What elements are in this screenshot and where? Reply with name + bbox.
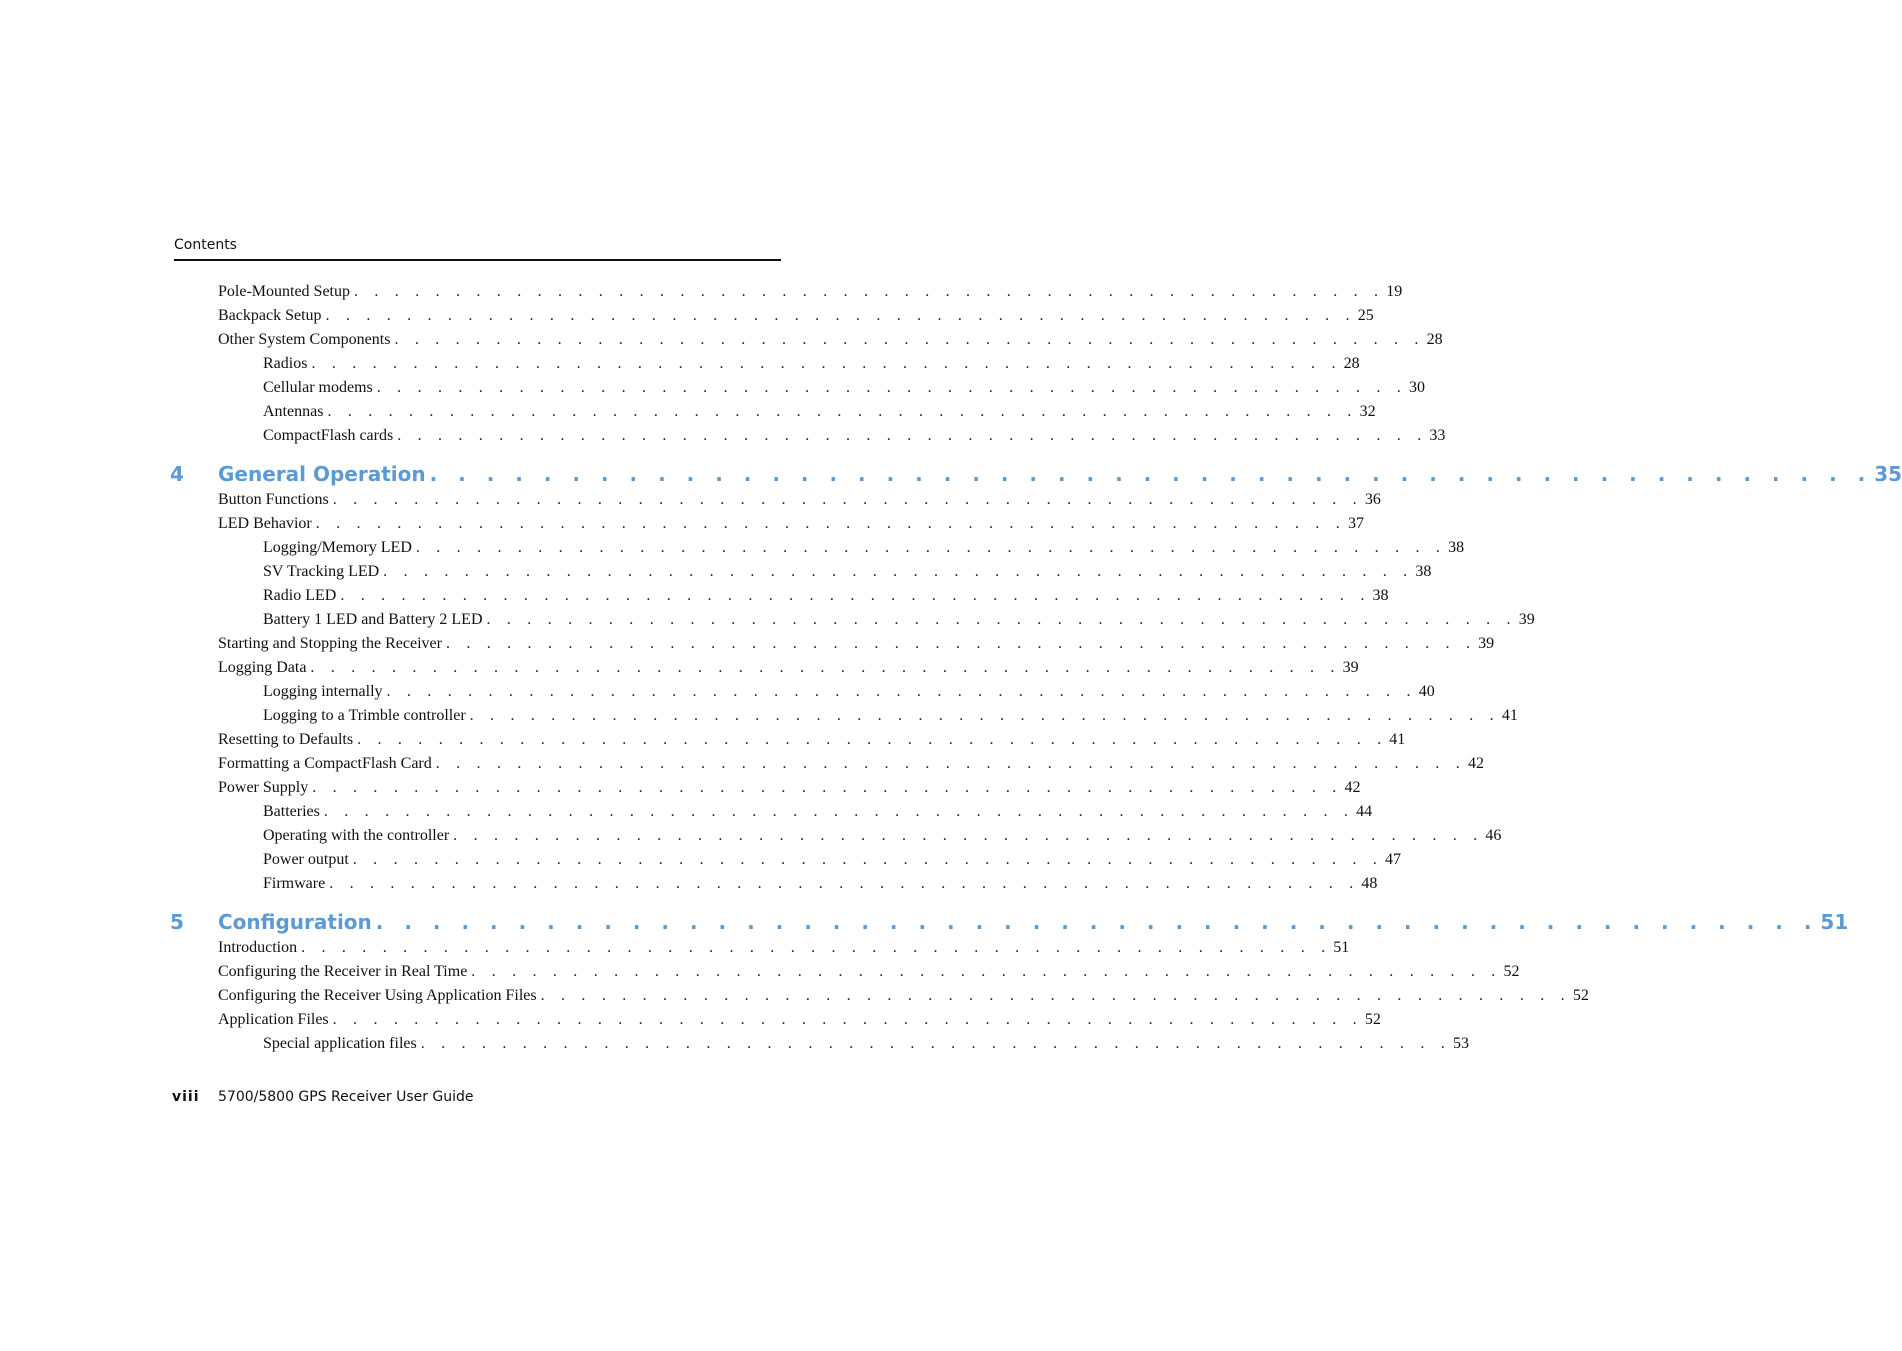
dot-leader: . . . . . . . . . . . . . . . . . . . . . . . . . . . . . . . . . . . . . . . . . . . . . . . . . . .: [376, 379, 1407, 396]
dot-leader: . . . . . . . . . . . . . . . . . . . . . . . . . . . . . . . . . . . . . . . . . . . . . . . . . . .: [540, 987, 1571, 1004]
dot-leader: . . . . . . . . . . . . . . . . . . . . . . . . . . . . . . . . . . . . . . . . . . . . . . . . . . .: [397, 427, 1428, 444]
entry-page-number: 38: [1372, 587, 1389, 604]
entry-page-number: 48: [1361, 875, 1378, 892]
entry-title: Introduction: [218, 939, 301, 957]
entry-title: Pole-Mounted Setup: [218, 283, 354, 301]
entry-page-number: 41: [1389, 731, 1406, 748]
entry-page-number: 47: [1384, 851, 1401, 868]
dot-leader: . . . . . . . . . . . . . . . . . . . . . . . . . . . . . . . . . . . . . . . . . . . . . . . . . . .: [315, 515, 1346, 532]
entry-title: Antennas: [263, 403, 327, 421]
toc-section-entry[interactable]: [218, 755, 1484, 773]
dot-leader: . . . . . . . . . . . . . . . . . . . . . . . . . . . . . . . . . . . . . . . . . . . . . . . . . . .: [352, 851, 1383, 868]
entry-title: Special application files: [263, 1035, 421, 1053]
toc-subsection-entry[interactable]: [263, 683, 1435, 701]
entry-title: Logging/Memory LED: [263, 539, 416, 557]
entry-page-number: 40: [1418, 683, 1435, 700]
entry-title: Starting and Stopping the Receiver: [218, 635, 446, 653]
toc-section-entry[interactable]: [218, 515, 1364, 533]
chapter-title: General Operation: [218, 462, 426, 486]
toc-subsection-entry[interactable]: [263, 563, 1432, 581]
entry-title: Logging internally: [263, 683, 387, 701]
dot-leader: . . . . . . . . . . . . . . . . . . . . . . . . . . . . . . . . . . . . . . . . . . . . . . . . . . .: [386, 683, 1417, 700]
dot-leader: . . . . . . . . . . . . . . . . . . . . . . . . . . . . . . . . . . . . . . . . . . . . . . . . . . .: [301, 939, 1332, 956]
entry-page-number: 51: [1820, 910, 1849, 934]
toc-section-entry[interactable]: [218, 491, 1381, 509]
dot-leader: . . . . . . . . . . . . . . . . . . . . . . . . . . . . . . . . . . . . . . . . . . . . . . . . . . .: [394, 331, 1425, 348]
entry-title: Logging to a Trimble controller: [263, 707, 470, 725]
toc-chapter-entry[interactable]: [170, 462, 1902, 486]
entry-page-number: 28: [1343, 355, 1360, 372]
toc-section-entry[interactable]: [218, 779, 1361, 797]
entry-page-number: 37: [1347, 515, 1364, 532]
dot-leader: . . . . . . . . . . . . . . . . . . . . . . . . . . . . . . . . . . . . . . . . . . . . . . . . . . .: [332, 491, 1363, 508]
entry-title: LED Behavior: [218, 515, 316, 533]
chapter-number: 5: [170, 910, 184, 934]
toc-subsection-entry[interactable]: [263, 539, 1465, 557]
entry-page-number: 35: [1874, 462, 1902, 486]
toc-subsection-entry[interactable]: [263, 827, 1502, 845]
dot-leader: . . . . . . . . . . . . . . . . . . . . . . . . . . . . . . . . . . . . . . . . . . . . . . . . . . .: [435, 755, 1466, 772]
entry-title: Batteries: [263, 803, 324, 821]
entry-title: Radios: [263, 355, 311, 373]
toc-subsection-entry[interactable]: [263, 379, 1425, 397]
entry-page-number: 46: [1485, 827, 1502, 844]
entry-page-number: 28: [1426, 331, 1443, 348]
entry-page-number: 42: [1344, 779, 1361, 796]
entry-title: Resetting to Defaults: [218, 731, 357, 749]
dot-leader: . . . . . . . . . . . . . . . . . . . . . . . . . . . . . . . . . . . . . . . . . . . . . . . . . . .: [329, 875, 1360, 892]
entry-title: Firmware: [263, 875, 329, 893]
toc-chapter-entry[interactable]: [170, 910, 1849, 934]
dot-leader: . . . . . . . . . . . . . . . . . . . . . . . . . . . . . . . . . . . . . . . . . . . . . . . . . . .: [445, 635, 1477, 652]
toc-subsection-entry[interactable]: [263, 587, 1389, 605]
book-title: 5700/5800 GPS Receiver User Guide: [218, 1089, 474, 1105]
toc-section-entry[interactable]: [218, 1011, 1381, 1029]
dot-leader: . . . . . . . . . . . . . . . . . . . . . . . . . . . . . . . . . . . . . . . . . . . . . . . . . . .: [357, 731, 1388, 748]
entry-page-number: 39: [1478, 635, 1495, 652]
folio-page-number: viii: [172, 1089, 200, 1105]
entry-page-number: 44: [1356, 803, 1373, 820]
entry-title: Formatting a CompactFlash Card: [218, 755, 436, 773]
entry-title: Operating with the controller: [263, 827, 453, 845]
running-head: Contents: [174, 237, 237, 253]
chapter-title: Configuration: [218, 910, 372, 934]
toc-subsection-entry[interactable]: [263, 1035, 1469, 1053]
entry-page-number: 19: [1386, 283, 1403, 300]
toc-section-entry[interactable]: [218, 939, 1350, 957]
entry-title: Application Files: [218, 1011, 333, 1029]
dot-leader: . . . . . . . . . . . . . . . . . . . . . . . . . . . . . . . . . . . . . . . . . . . . . . . . . . .: [420, 1035, 1451, 1052]
toc-subsection-entry[interactable]: [263, 851, 1401, 869]
entry-page-number: 52: [1364, 1011, 1381, 1028]
dot-leader: . . . . . . . . . . . . . . . . . . . . . . . . . . . . . . . . . . . . . . . . . . . . . . . . . . .: [327, 403, 1358, 420]
toc-subsection-entry[interactable]: [263, 403, 1376, 421]
page-footer: [172, 1089, 474, 1105]
dot-leader: . . . . . . . . . . . . . . . . . . . . . . . . . . . . . . . . . . . . . . . . . . . . . . . . . . .: [486, 611, 1517, 628]
entry-title: Logging Data: [218, 659, 310, 677]
entry-title: CompactFlash cards: [263, 427, 397, 445]
dot-leader: . . . . . . . . . . . . . . . . . . . . . . . . . . . . . . . . . . . . . . . . . . . . . . . . . . .: [312, 779, 1343, 796]
entry-page-number: 36: [1364, 491, 1381, 508]
toc-section-entry[interactable]: [218, 987, 1589, 1005]
entry-page-number: 53: [1452, 1035, 1469, 1052]
toc-section-entry[interactable]: [218, 283, 1403, 301]
entry-page-number: 38: [1448, 539, 1465, 556]
dot-leader: . . . . . . . . . . . . . . . . . . . . . . . . . . . . . . . . . . . . . . . . . . . . . . . . . . .: [469, 707, 1500, 724]
entry-page-number: 25: [1357, 307, 1374, 324]
entry-title: Backpack Setup: [218, 307, 326, 325]
dot-leader: . . . . . . . . . . . . . . . . . . . . . . . . . . . . . . . . . . . . . . . . . . . . . . . . . . .: [325, 307, 1356, 324]
dot-leader: . . . . . . . . . . . . . . . . . . . . . . . . . . . . . . . . . . . . . . . . . . . . . . . . . . .: [332, 1011, 1363, 1028]
entry-title: Configuring the Receiver Using Application Files: [218, 987, 541, 1005]
toc-section-entry[interactable]: [218, 659, 1359, 677]
entry-page-number: 39: [1518, 611, 1535, 628]
toc-section-entry[interactable]: [218, 307, 1374, 325]
entry-page-number: 52: [1503, 963, 1520, 980]
entry-title: Power output: [263, 851, 353, 869]
toc-subsection-entry[interactable]: [263, 611, 1535, 629]
dot-leader: . . . . . . . . . . . . . . . . . . . . . . . . . . . . . . . . . . . . . . . . . . . . . . . . . . .: [311, 355, 1342, 372]
dot-leader: . . . . . . . . . . . . . . . . . . . . . . . . . . . . . . . . . . . . . . . . . . . . . . . . . . .: [383, 563, 1414, 580]
dot-leader: . . . . . . . . . . . . . . . . . . . . . . . . . . . . . . . . . . . . . . . . . . . . . . . . . . .: [415, 539, 1447, 556]
entry-page-number: 30: [1408, 379, 1425, 396]
entry-page-number: 51: [1333, 939, 1350, 956]
dot-leader: . . . . . . . . . . . . . . . . . . . . . . . . . . . . . . . . . . . . . . . . . . . . . . . . . . .: [340, 587, 1371, 604]
entry-page-number: 42: [1467, 755, 1484, 772]
toc-section-entry[interactable]: [218, 963, 1520, 981]
toc-subsection-entry[interactable]: [263, 803, 1373, 821]
toc-section-entry[interactable]: [218, 731, 1406, 749]
dot-leader: . . . . . . . . . . . . . . . . . . . . . . . . . . . . . . . . . . . . . . . . . . . . . . . . . . .: [310, 659, 1341, 676]
entry-title: Radio LED: [263, 587, 340, 605]
entry-page-number: 32: [1359, 403, 1376, 420]
header-rule: [174, 259, 781, 261]
entry-title: Cellular modems: [263, 379, 377, 397]
toc-section-entry[interactable]: [218, 331, 1443, 349]
dot-leader: . . . . . . . . . . . . . . . . . . . . . . . . . . . . . . . . . . . . . . . . . . . . . . . . . . .: [354, 283, 1385, 300]
dot-leader: . . . . . . . . . . . . . . . . . . . . . . . . . . . . . . . . . . . . . . . . . . . . . . . . . . .: [323, 803, 1355, 820]
entry-title: Configuring the Receiver in Real Time: [218, 963, 471, 981]
toc-subsection-entry[interactable]: [263, 707, 1518, 725]
dot-leader: . . . . . . . . . . . . . . . . . . . . . . . . . . . . . . . . . . . . . . . . . . . . . . . . . . .: [471, 963, 1502, 980]
dot-leader: . . . . . . . . . . . . . . . . . . . . . . . . . . . . . . . . . . . . . . . . . . . . . . . . . . .: [375, 910, 1819, 934]
entry-title: SV Tracking LED: [263, 563, 383, 581]
toc-subsection-entry[interactable]: [263, 355, 1360, 373]
chapter-number: 4: [170, 462, 184, 486]
entry-title: Other System Components: [218, 331, 394, 349]
entry-title: Button Functions: [218, 491, 333, 509]
entry-title: Power Supply: [218, 779, 312, 797]
entry-page-number: 52: [1572, 987, 1589, 1004]
toc-section-entry[interactable]: [218, 635, 1495, 653]
entry-title: Battery 1 LED and Battery 2 LED: [263, 611, 487, 629]
dot-leader: . . . . . . . . . . . . . . . . . . . . . . . . . . . . . . . . . . . . . . . . . . . . . . . . . . .: [429, 462, 1873, 486]
entry-page-number: 38: [1415, 563, 1432, 580]
toc-subsection-entry[interactable]: [263, 875, 1378, 893]
entry-page-number: 33: [1429, 427, 1446, 444]
entry-page-number: 39: [1342, 659, 1359, 676]
dot-leader: . . . . . . . . . . . . . . . . . . . . . . . . . . . . . . . . . . . . . . . . . . . . . . . . . . .: [453, 827, 1484, 844]
entry-page-number: 41: [1501, 707, 1518, 724]
toc-subsection-entry[interactable]: [263, 427, 1446, 445]
